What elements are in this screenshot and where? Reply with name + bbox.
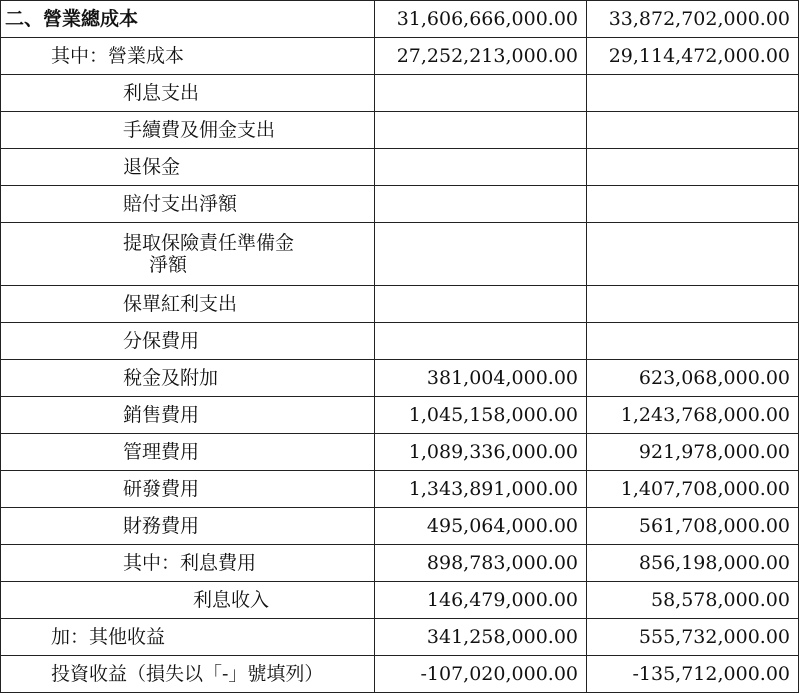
value-current: 1,343,891,000.00 <box>375 471 587 508</box>
table-row <box>1 323 799 360</box>
row-label: 分保費用 <box>1 323 375 360</box>
value-current: 898,783,000.00 <box>375 545 587 582</box>
value-prior: 921,978,000.00 <box>587 434 799 471</box>
row-label-line1: 提取保險責任準備金 <box>123 232 295 254</box>
value-current: 1,089,336,000.00 <box>375 434 587 471</box>
row-label: 賠付支出淨額 <box>1 186 375 223</box>
value-current: 31,606,666,000.00 <box>375 1 587 38</box>
value-current <box>375 323 587 360</box>
table-row <box>1 286 799 323</box>
table-row <box>1 471 799 508</box>
value-current <box>375 149 587 186</box>
value-current <box>375 112 587 149</box>
value-prior: 555,732,000.00 <box>587 619 799 656</box>
value-prior: 29,114,472,000.00 <box>587 38 799 75</box>
row-label <box>1 223 375 286</box>
row-label: 利息收入 <box>1 582 375 619</box>
table-row <box>1 360 799 397</box>
value-prior <box>587 286 799 323</box>
value-prior: 58,578,000.00 <box>587 582 799 619</box>
row-label: 稅金及附加 <box>1 360 375 397</box>
value-prior <box>587 149 799 186</box>
value-prior: 33,872,702,000.00 <box>587 1 799 38</box>
table-row <box>1 397 799 434</box>
value-current: 146,479,000.00 <box>375 582 587 619</box>
value-current: 1,045,158,000.00 <box>375 397 587 434</box>
table-row <box>1 223 799 286</box>
value-prior <box>587 186 799 223</box>
value-prior: -135,712,000.00 <box>587 656 799 693</box>
table-row <box>1 434 799 471</box>
row-label: 研發費用 <box>1 471 375 508</box>
value-prior: 1,407,708,000.00 <box>587 471 799 508</box>
row-label: 其中：營業成本 <box>1 38 375 75</box>
table-row <box>1 545 799 582</box>
value-current: 27,252,213,000.00 <box>375 38 587 75</box>
table-row <box>1 186 799 223</box>
table-row <box>1 149 799 186</box>
table-row <box>1 38 799 75</box>
value-prior <box>587 223 799 286</box>
row-label: 管理費用 <box>1 434 375 471</box>
value-current <box>375 186 587 223</box>
row-label: 二、營業總成本 <box>1 1 375 38</box>
row-label: 退保金 <box>1 149 375 186</box>
row-label-line2: 淨額 <box>149 254 188 276</box>
row-label: 財務費用 <box>1 508 375 545</box>
value-current: 341,258,000.00 <box>375 619 587 656</box>
value-prior: 623,068,000.00 <box>587 360 799 397</box>
table-row <box>1 582 799 619</box>
value-current: -107,020,000.00 <box>375 656 587 693</box>
table-row <box>1 112 799 149</box>
value-prior <box>587 75 799 112</box>
table-row <box>1 508 799 545</box>
value-current: 381,004,000.00 <box>375 360 587 397</box>
table-row <box>1 656 799 693</box>
table-row <box>1 1 799 38</box>
value-prior: 856,198,000.00 <box>587 545 799 582</box>
row-label: 投資收益（損失以「-」號填列） <box>1 656 375 693</box>
table-row <box>1 619 799 656</box>
row-label: 其中：利息費用 <box>1 545 375 582</box>
row-label: 加：其他收益 <box>1 619 375 656</box>
table-row <box>1 75 799 112</box>
value-current <box>375 286 587 323</box>
value-prior: 1,243,768,000.00 <box>587 397 799 434</box>
row-label: 銷售費用 <box>1 397 375 434</box>
value-current <box>375 223 587 286</box>
row-label: 利息支出 <box>1 75 375 112</box>
row-label: 保單紅利支出 <box>1 286 375 323</box>
row-label: 手續費及佣金支出 <box>1 112 375 149</box>
value-prior <box>587 112 799 149</box>
value-current <box>375 75 587 112</box>
value-current: 495,064,000.00 <box>375 508 587 545</box>
value-prior <box>587 323 799 360</box>
value-prior: 561,708,000.00 <box>587 508 799 545</box>
